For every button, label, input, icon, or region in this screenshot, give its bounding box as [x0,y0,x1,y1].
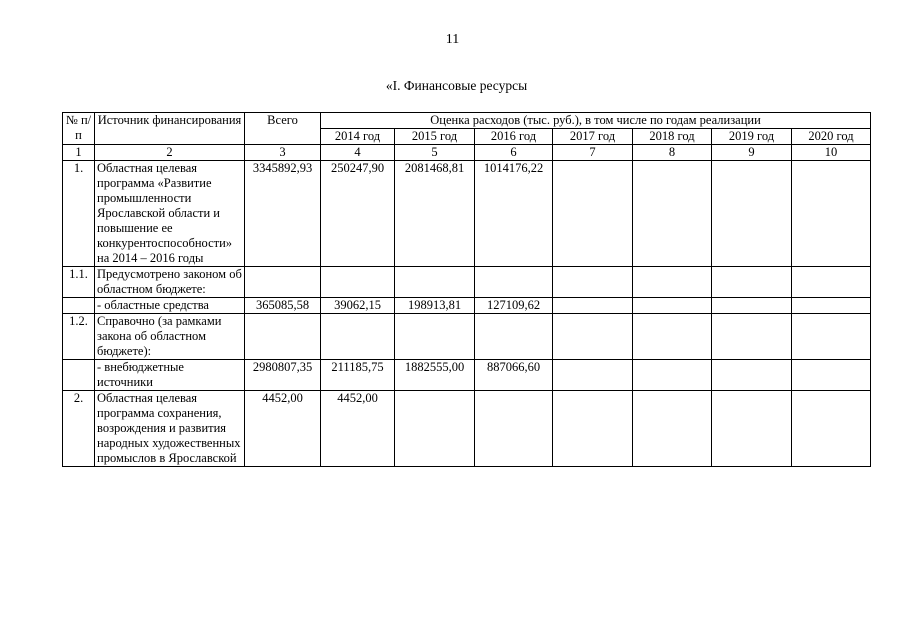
row-year-value [712,267,792,298]
column-number: 1 [63,145,95,161]
row-source: Справочно (за рамками закона об областном бюджете): [95,314,245,360]
row-year-value [553,314,633,360]
row-year-value: 2081468,81 [395,161,475,267]
page-number: 11 [445,32,460,47]
row-source: Предусмотрено законом об областном бюджете: [95,267,245,298]
header-col-source: Источник финансирования [95,113,245,145]
row-year-value [633,267,712,298]
column-number: 2 [95,145,245,161]
row-total [245,314,321,360]
column-number: 10 [792,145,871,161]
row-year-value [321,314,395,360]
table-row [63,314,871,360]
column-number: 6 [475,145,553,161]
row-year-value [553,391,633,467]
row-source: - внебюджетные источники [95,360,245,391]
row-year-value [633,360,712,391]
row-year-value: 39062,15 [321,298,395,314]
section-title: «I. Финансовые ресурсы [385,78,528,93]
column-number: 3 [245,145,321,161]
row-number: 1.2. [63,314,95,360]
header-col-estimate: Оценка расходов (тыс. руб.), в том числе по годам реализации [321,113,871,129]
row-source: Областная целевая программа «Развитие промышленности Ярославской области и повышение ее конкурентоспособности» на 2014 – 2016 годы [95,161,245,267]
row-year-value [633,161,712,267]
column-number: 5 [395,145,475,161]
row-year-value [321,267,395,298]
row-year-value: 211185,75 [321,360,395,391]
row-year-value [633,314,712,360]
table-row [63,161,871,267]
row-year-value [792,314,871,360]
row-source: - областные средства [95,298,245,314]
header-year: 2018 год [633,129,712,145]
row-year-value [553,267,633,298]
row-year-value [553,298,633,314]
row-total: 3345892,93 [245,161,321,267]
table-row [63,298,871,314]
column-number: 7 [553,145,633,161]
row-year-value [395,391,475,467]
header-year: 2014 год [321,129,395,145]
header-year: 2016 год [475,129,553,145]
header-year: 2019 год [712,129,792,145]
column-number: 8 [633,145,712,161]
row-year-value [792,360,871,391]
row-number [63,360,95,391]
row-source: Областная целевая программа сохранения, возрождения и развития народных художественных промыслов в Ярославской [95,391,245,467]
row-year-value [712,360,792,391]
row-year-value [553,161,633,267]
row-total [245,267,321,298]
row-year-value [475,314,553,360]
row-total: 2980807,35 [245,360,321,391]
row-number: 2. [63,391,95,467]
row-year-value [712,298,792,314]
header-col-no: № п/п [63,113,95,145]
row-number [63,298,95,314]
row-year-value [475,267,553,298]
row-year-value [792,391,871,467]
table-row [63,360,871,391]
row-year-value [633,298,712,314]
row-year-value [712,314,792,360]
header-year: 2017 год [553,129,633,145]
row-year-value [712,391,792,467]
header-year: 2015 год [395,129,475,145]
row-year-value [712,161,792,267]
column-numbers-row [63,145,871,161]
row-year-value [475,391,553,467]
table-row [63,267,871,298]
row-year-value: 198913,81 [395,298,475,314]
table-header [63,113,871,145]
row-year-value [395,314,475,360]
row-year-value [633,391,712,467]
header-year: 2020 год [792,129,871,145]
row-year-value [553,360,633,391]
row-year-value: 1014176,22 [475,161,553,267]
row-year-value [792,161,871,267]
row-year-value: 250247,90 [321,161,395,267]
column-number: 9 [712,145,792,161]
financial-resources-table [62,112,871,467]
row-year-value [395,267,475,298]
row-year-value: 887066,60 [475,360,553,391]
row-number: 1. [63,161,95,267]
row-number: 1.1. [63,267,95,298]
row-year-value [792,267,871,298]
header-col-total: Всего [245,113,321,145]
row-year-value: 4452,00 [321,391,395,467]
row-total: 4452,00 [245,391,321,467]
table-row [63,391,871,467]
column-number: 4 [321,145,395,161]
row-year-value: 1882555,00 [395,360,475,391]
row-total: 365085,58 [245,298,321,314]
row-year-value [792,298,871,314]
row-year-value: 127109,62 [475,298,553,314]
